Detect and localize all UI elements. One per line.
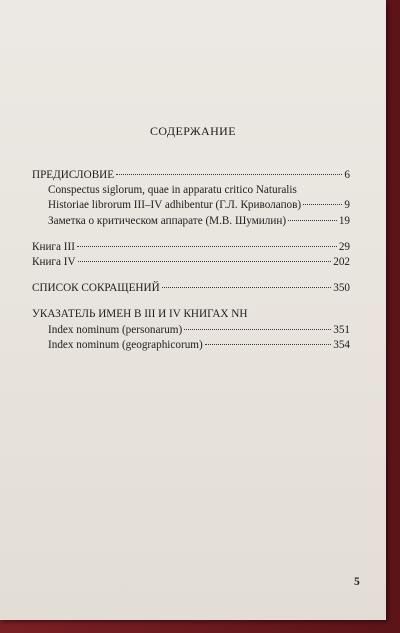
dot-leader (288, 220, 337, 221)
toc-entry-title: Index nominum (geographicorum) (48, 338, 203, 351)
toc-entry-conspectus-line1: Conspectus siglorum, quae in apparatu critico Naturalis (48, 184, 297, 197)
toc-entry-index-persons (32, 323, 350, 338)
page-number: 5 (354, 576, 360, 588)
dot-leader (77, 246, 337, 247)
dot-leader (78, 261, 332, 262)
page-title: СОДЕРЖАНИЕ (150, 124, 236, 138)
toc-entry-page: 29 (338, 240, 350, 253)
toc-entry-preface (32, 168, 350, 183)
toc-entry-abbreviations (32, 281, 350, 296)
toc-entry-page: 354 (333, 338, 350, 351)
toc-entry-title: Index nominum (personarum) (48, 323, 183, 336)
table-of-contents (32, 168, 350, 353)
toc-entry-page: 350 (333, 282, 350, 295)
dot-leader (184, 329, 331, 330)
dot-leader (303, 204, 342, 205)
toc-entry-page: 6 (344, 169, 350, 181)
dot-leader (205, 344, 332, 345)
toc-entry-page: 202 (333, 255, 350, 268)
spacer (32, 229, 350, 240)
toc-entry-title: СПИСОК СОКРАЩЕНИЙ (32, 282, 160, 295)
toc-entry-title: Historiae librorum III–IV adhibentur (Г.Л. Криволапов) (48, 199, 302, 212)
spacer (32, 270, 350, 281)
toc-entry-conspectus (32, 198, 350, 213)
dot-leader (162, 287, 332, 288)
toc-entry-title: Книга III (32, 240, 75, 253)
toc-entry-book-3 (32, 240, 350, 255)
toc-entry-index-geography (32, 338, 350, 353)
toc-entry-book-4 (32, 255, 350, 270)
spacer (32, 296, 350, 307)
toc-entry-page: 19 (338, 214, 350, 227)
toc-entry-page: 351 (333, 323, 350, 336)
toc-entry-index: УКАЗАТЕЛЬ ИМЕН В III И IV КНИГАХ NH (32, 308, 248, 321)
toc-entry-note (32, 214, 350, 229)
toc-entry-page: 9 (344, 199, 350, 212)
toc-entry-title: ПРЕДИСЛОВИЕ (32, 169, 115, 181)
toc-entry-title: Заметка о критическом аппарате (М.В. Шумилин) (48, 214, 287, 227)
toc-entry-title: Книга IV (32, 255, 76, 268)
dot-leader (116, 174, 342, 175)
